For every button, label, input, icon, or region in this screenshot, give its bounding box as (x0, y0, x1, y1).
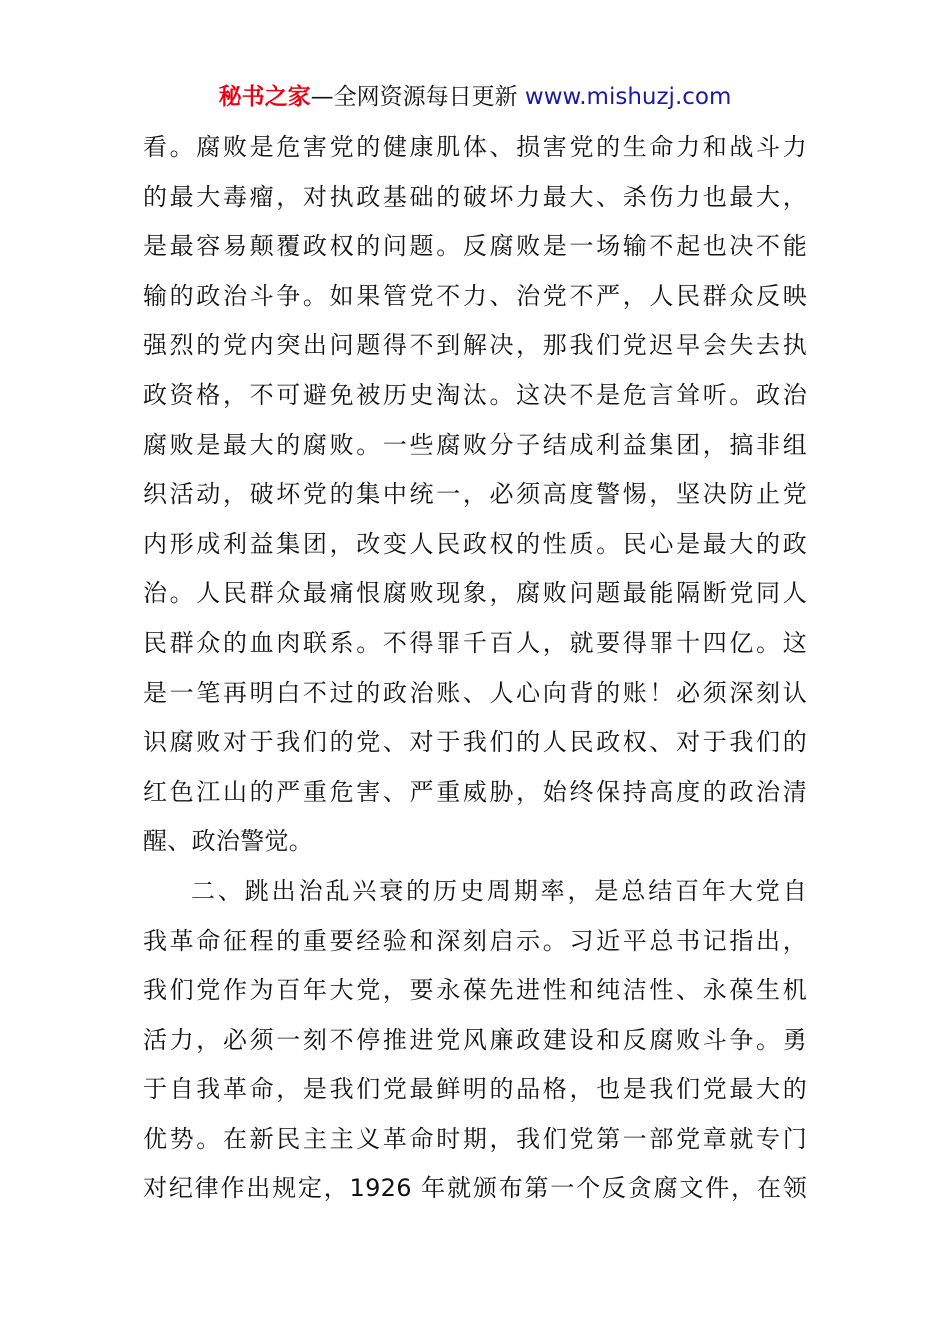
site-header (0, 82, 950, 112)
text-line: 醒、政治警觉。 (143, 827, 314, 856)
site-brand: 秘书之家 (218, 84, 311, 110)
text-line: 的最大毒瘤，对执政基础的破坏力最大、杀伤力也最大， (143, 182, 807, 211)
text-line: 强烈的党内突出问题得不到解决，那我们党迟早会失去执 (143, 331, 807, 360)
paragraph-2 (143, 867, 807, 1214)
site-tagline: —全网资源每日更新 (310, 84, 525, 110)
document-body (143, 123, 807, 1214)
text-line: 看。腐败是危害党的健康肌体、损害党的生命力和战斗力 (143, 133, 807, 161)
text-line: 于自我革命，是我们党最鲜明的品格，也是我们党最大的 (143, 1075, 807, 1104)
text-line: 识腐败对于我们的党、对于我们的人民政权、对于我们的 (143, 728, 807, 757)
text-line: 是一笔再明白不过的政治账、人心向背的账！必须深刻认 (143, 678, 807, 707)
text-line: 二、跳出治乱兴衰的历史周期率，是总结百年大党自 (191, 876, 807, 905)
text-line: 活力，必须一刻不停推进党风廉政建设和反腐败斗争。勇 (143, 1025, 807, 1054)
text-line: 是最容易颠覆政权的问题。反腐败是一场输不起也决不能 (143, 232, 807, 261)
paragraph-1 (143, 123, 807, 867)
text-line: 民群众的血肉联系。不得罪千百人，就要得罪十四亿。这 (143, 628, 807, 657)
text-line: 红色江山的严重危害、严重威胁，始终保持高度的政治清 (143, 777, 807, 806)
text-line: 织活动，破坏党的集中统一，必须高度警惕，坚决防止党 (143, 480, 807, 509)
text-line: 对纪律作出规定，1926 年就颁布第一个反贪腐文件，在领 (143, 1174, 807, 1203)
text-line: 内形成利益集团，改变人民政权的性质。民心是最大的政 (143, 529, 807, 558)
text-line: 我革命征程的重要经验和深刻启示。习近平总书记指出， (143, 926, 807, 955)
text-line: 优势。在新民主主义革命时期，我们党第一部党章就专门 (143, 1124, 807, 1153)
text-line: 我们党作为百年大党，要永葆先进性和纯洁性、永葆生机 (143, 976, 807, 1005)
site-url: www.mishuzj.com (524, 84, 732, 110)
text-line: 政资格，不可避免被历史淘汰。这决不是危言耸听。政治 (143, 380, 807, 409)
text-line: 腐败是最大的腐败。一些腐败分子结成利益集团，搞非组 (143, 430, 807, 459)
text-line: 输的政治斗争。如果管党不力、治党不严，人民群众反映 (143, 281, 807, 310)
text-line: 治。人民群众最痛恨腐败现象，腐败问题最能隔断党同人 (143, 579, 807, 608)
